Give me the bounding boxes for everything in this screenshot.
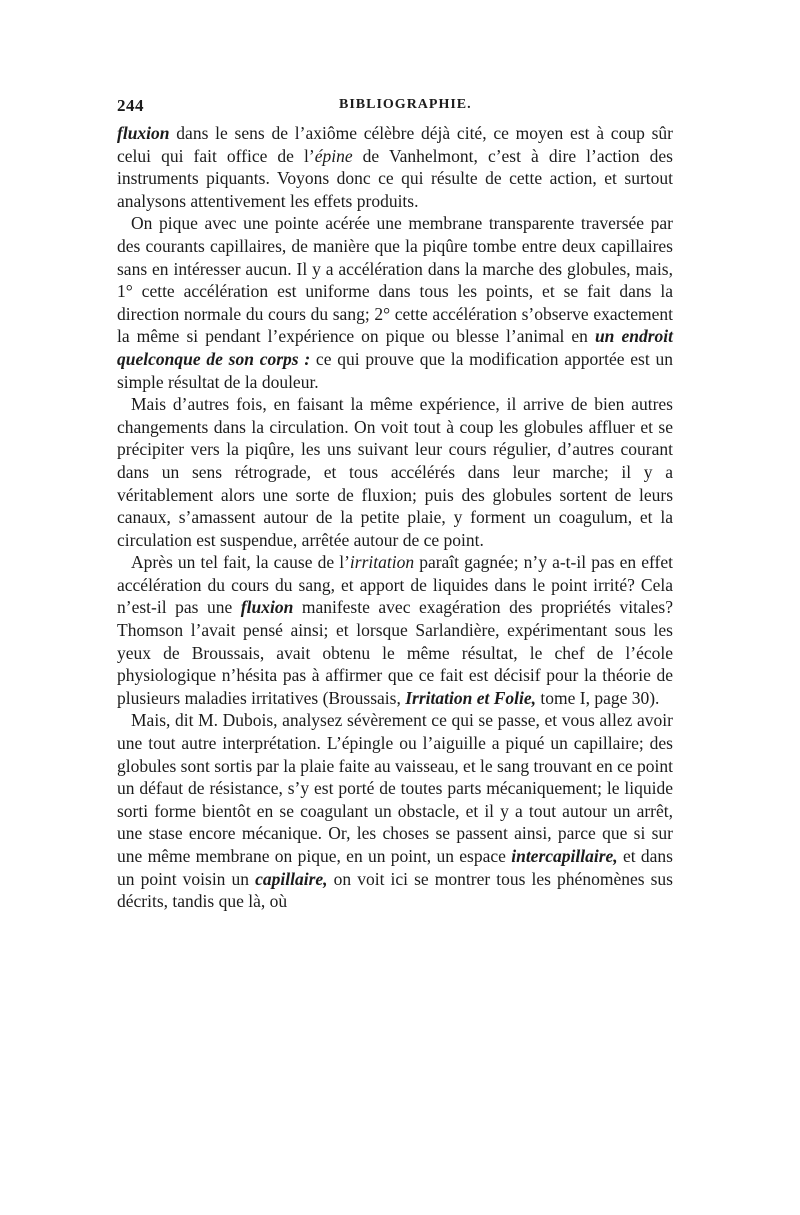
- italic-term: épine: [314, 145, 353, 166]
- italic-term: irritation: [349, 552, 415, 573]
- paragraph-1: [117, 122, 673, 212]
- text-run: on voit ici se montrer tous les phénomènes sus décrits, tandis que là, où: [117, 868, 673, 912]
- book-page: [117, 96, 673, 913]
- italic-term: un endroit quelconque de son corps :: [117, 326, 674, 369]
- paragraph-5: [117, 709, 673, 912]
- paragraph-4: [117, 551, 673, 709]
- text-run: Mais, dit M. Dubois, analysez sévèrement ce qui se passe, et vous allez avoir une tout autre interprétation. L’épingle ou l’aiguille a piqué un capillaire; des globules sont sortis par la plaie faite au vaisseau, et le sang trouvant en ce point un défaut de résistance, s’y est porté de toutes parts mécaniquement; le liquide sorti forme bientôt en se coagulant un obstacle, et il y a tout autour un arrêt, une stase encore mécanique. Or, les choses se passent ainsi, parce que si sur une même membrane on pique, en un point, un espace: [117, 710, 673, 866]
- text-run: tome I, page 30).: [536, 687, 660, 708]
- paragraph-2: [117, 212, 673, 393]
- body-text: [117, 122, 673, 913]
- text-run: et dans un point voisin un: [117, 846, 673, 889]
- page-number: 244: [117, 96, 144, 115]
- paragraph-3: [117, 393, 673, 551]
- italic-term: Irritation et Folie,: [405, 687, 536, 708]
- italic-term: fluxion: [117, 123, 170, 143]
- italic-term: fluxion: [240, 597, 294, 618]
- text-run: ce qui prouve que la modification apportée est un simple résultat de la douleur.: [117, 348, 673, 392]
- text-run: On pique avec une pointe acérée une membrane transparente traversée par des courants capillaires, de manière que la piqûre tombe entre deux capillaires sans en intéresser aucun. Il y a accélération dans la marche des globules, mais, 1° cette accélération est uniforme dans tous les points, et se fait dans la direction normale du cours du sang; 2° cette accélération s’observe exactement la même si pendant l’expérience on pique ou blesse l’animal en: [117, 213, 673, 347]
- text-run: Mais d’autres fois, en faisant la même expérience, il arrive de bien autres changements dans la circulation. On voit tout à coup les globules affluer et se précipiter vers la piqûre, les uns suivant leur cours régulier, d’autres courant dans un sens rétrograde, et tous accélérés dans leur marche; il y a véritablement alors une sorte de fluxion; puis des globules sortent de leurs canaux, s’amassent autour de la petite plaie, y forment un coagulum, et la circulation est suspendue, arrêtée autour de ce point.: [117, 394, 673, 550]
- text-run: de Vanhelmont, c’est à dire l’action des instruments piquants. Voyons donc ce qui résulte de cette action, et surtout analysons attentivement les effets produits.: [117, 145, 673, 211]
- running-head: [117, 96, 673, 118]
- text-run: manifeste avec exagération des propriétés vitales? Thomson l’avait pensé ainsi; et lorsque Sarlandière, expérimentant sous les yeux de Broussais, avait obtenu le même résultat, le chef de l’école physiologique n’hésita pas à affirmer que ce fait est décisif pour la théorie de plusieurs maladies irritatives (Broussais,: [117, 597, 673, 708]
- header-title: BIBLIOGRAPHIE.: [339, 97, 472, 112]
- text-run: Après un tel fait, la cause de l’: [131, 552, 350, 573]
- text-run: dans le sens de l’axiôme célèbre déjà cité, ce moyen est à coup sûr celui qui fait office de l’: [117, 123, 673, 166]
- italic-term: capillaire,: [255, 868, 328, 889]
- text-run: paraît gagnée; n’y a-t-il pas en effet accélération du cours du sang, et apport de liquides dans le point irrité? Cela n’est-il pas une: [117, 552, 673, 618]
- italic-term: intercapillaire,: [511, 846, 618, 866]
